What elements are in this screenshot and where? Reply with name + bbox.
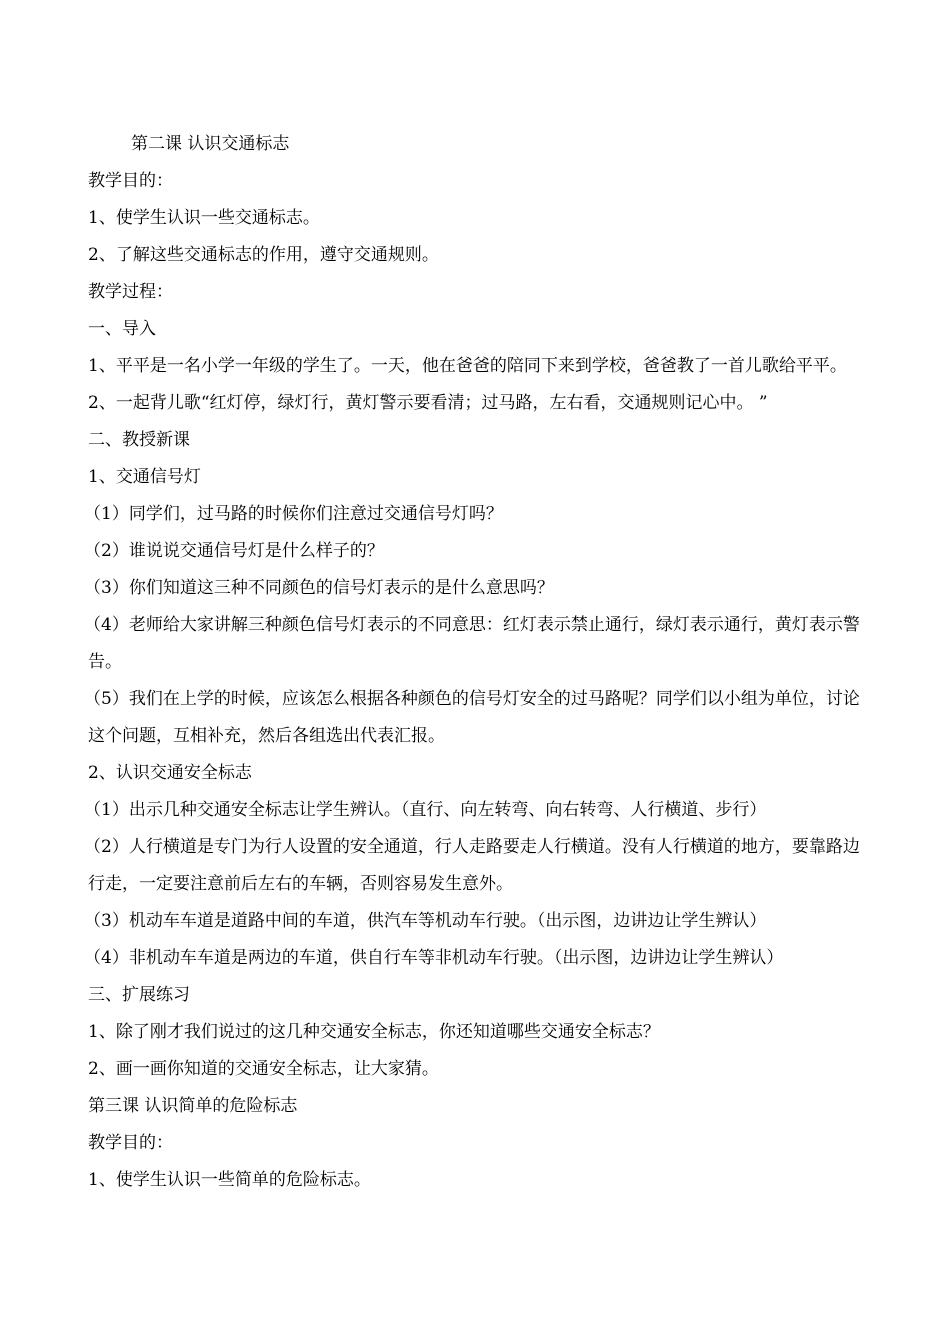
section-heading: 教学过程： <box>88 282 173 302</box>
section-heading: 一、导入 <box>88 319 156 339</box>
section-heading: 教学目的： <box>88 171 173 191</box>
lesson-title: 第二课 认识交通标志 <box>131 134 290 154</box>
section-heading: 三、扩展练习 <box>88 985 190 1005</box>
paragraph: （1）同学们，过马路的时候你们注意过交通信号灯吗？ <box>84 504 503 524</box>
paragraph: 1、平平是一名小学一年级的学生了。一天，他在爸爸的陪同下来到学校，爸爸教了一首儿歌给平平。 <box>88 356 847 376</box>
section-heading: 教学目的： <box>88 1133 173 1153</box>
paragraph: （3）机动车车道是道路中间的车道，供汽车等机动车行驶。（出示图，边讲边让学生辨认） <box>84 911 767 931</box>
paragraph: （2）人行横道是专门为行人设置的安全通道，行人走路要走人行横道。没有人行横道的地方，要靠路边行走，一定要注意前后左右的车辆，否则容易发生意外。 <box>84 837 860 894</box>
paragraph: （1）出示几种交通安全标志让学生辨认。（直行、向左转弯、向右转弯、人行横道、步行） <box>84 800 767 820</box>
paragraph: 2、画一画你知道的交通安全标志，让大家猜。 <box>88 1059 439 1079</box>
paragraph: （4）非机动车车道是两边的车道，供自行车等非机动车行驶。（出示图，边讲边让学生辨认） <box>84 948 784 968</box>
paragraph: 1、除了刚才我们说过的这几种交通安全标志，你还知道哪些交通安全标志？ <box>88 1022 660 1042</box>
paragraph: 2、一起背儿歌“红灯停，绿灯行，黄灯警示要看清；过马路，左右看，交通规则记心中。 ” <box>88 393 768 413</box>
paragraph: （4）老师给大家讲解三种颜色信号灯表示的不同意思：红灯表示禁止通行，绿灯表示通行，黄灯表示警告。 <box>84 615 860 672</box>
paragraph: 2、了解这些交通标志的作用，遵守交通规则。 <box>88 245 439 265</box>
document-body <box>84 126 868 1199</box>
paragraph: （3）你们知道这三种不同颜色的信号灯表示的是什么意思吗？ <box>84 578 554 598</box>
section-heading: 二、教授新课 <box>88 430 190 450</box>
subsection-heading: 1、交通信号灯 <box>88 467 201 487</box>
lesson-title: 第三课 认识简单的危险标志 <box>88 1096 298 1116</box>
paragraph: （5）我们在上学的时候，应该怎么根据各种颜色的信号灯安全的过马路呢？同学们以小组为单位，讨论这个问题，互相补充，然后各组选出代表汇报。 <box>84 689 860 746</box>
paragraph: （2）谁说说交通信号灯是什么样子的？ <box>84 541 384 561</box>
subsection-heading: 2、认识交通安全标志 <box>88 763 252 783</box>
paragraph: 1、使学生认识一些简单的危险标志。 <box>88 1170 371 1190</box>
paragraph: 1、使学生认识一些交通标志。 <box>88 208 320 228</box>
